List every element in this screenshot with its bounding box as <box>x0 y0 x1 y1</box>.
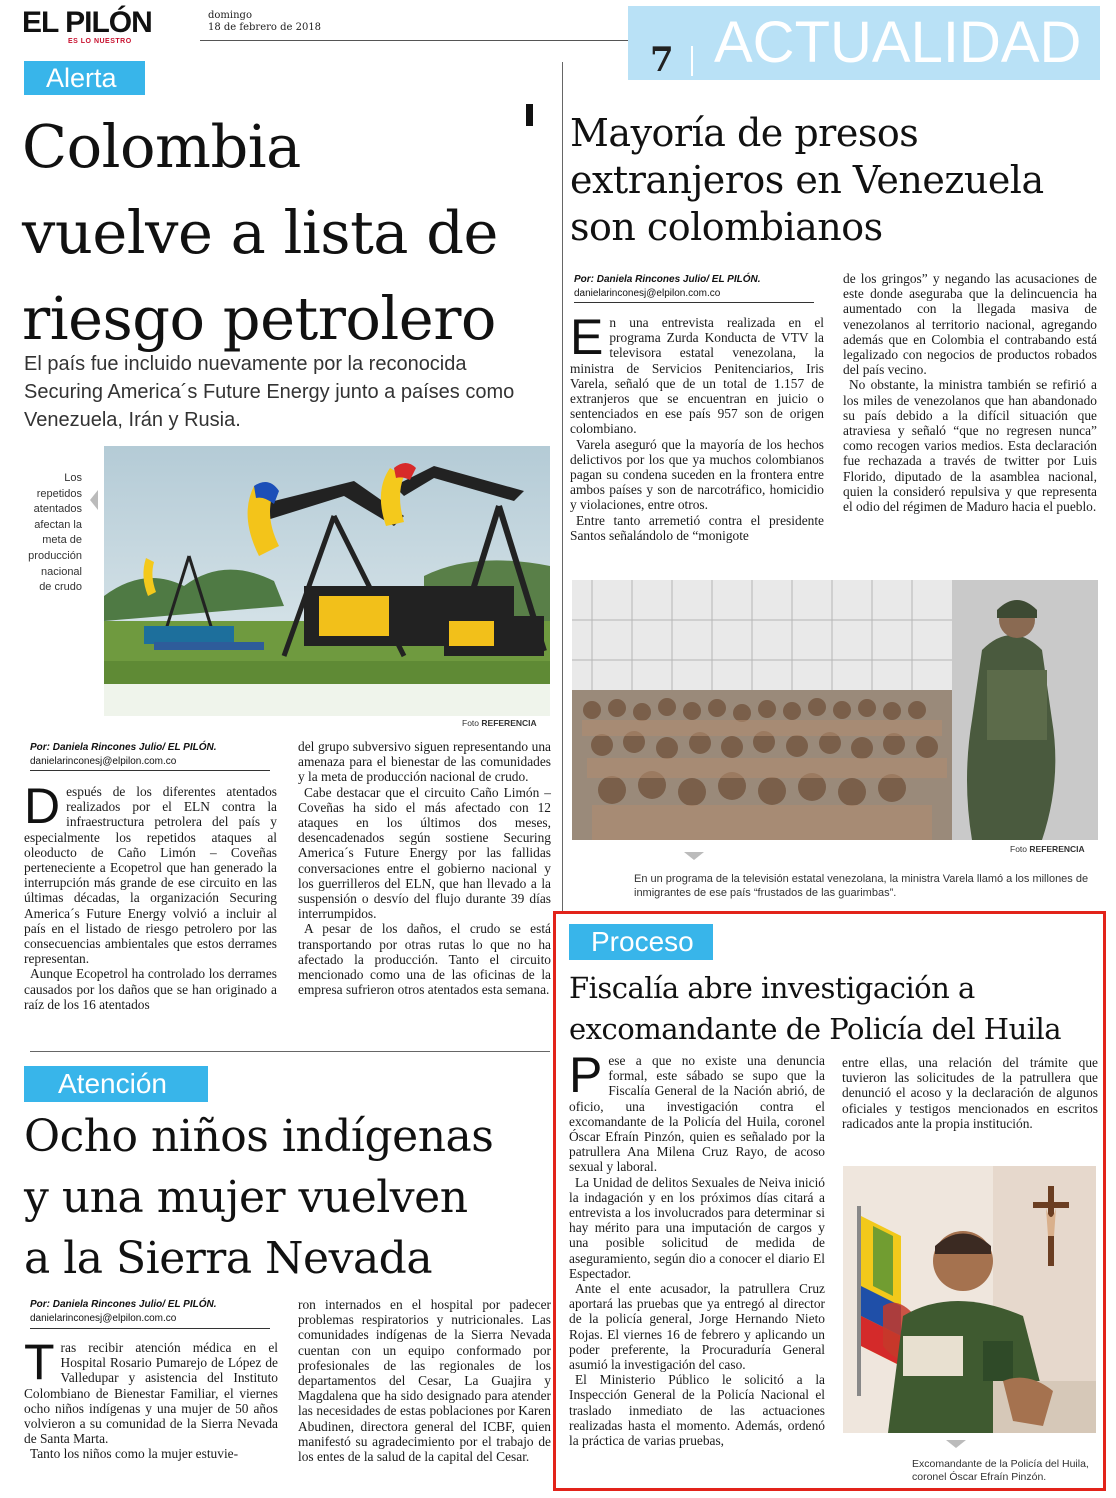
headline-line: Fiscalía abre investigación a <box>569 971 975 1005</box>
paragraph: A pesar de los daños, el crudo se está transportando por otras rutas lo que no ha afectado la producción. Tanto el circuito mencionado como una de las oficinas de la empresa sufrieron otros atentados esta semana. <box>298 921 551 998</box>
photo-credit-prisoners <box>1010 844 1085 854</box>
paragraph: Ante el ente acusador, la patrullera Cruz aportará las pruebas que ya entregó al director de la policía general, Jorge Hernando Nieto Rojas. El viernes 16 de febrero y aplicando un poder preferente, la Procuraduría General asumió la investigación del caso. <box>569 1281 825 1373</box>
kicker-proceso: Proceso <box>569 924 713 960</box>
paragraph: del grupo subversivo siguen representando una amenaza para el bienestar de las comunidades y la meta de producción nacional de crudo. <box>298 739 551 785</box>
credit-prefix: Foto <box>462 718 480 728</box>
caption-line: Excomandante de la Policía del Huila, <box>912 1458 1089 1470</box>
headline-line: Mayoría de presos <box>570 111 919 155</box>
photo-caption-oil <box>24 471 82 596</box>
kicker-alerta: Alerta <box>24 61 145 95</box>
caption-line: atentados <box>33 503 82 516</box>
prisoners-photo[interactable] <box>572 580 1098 840</box>
headline-line: extranjeros en Venezuela <box>570 158 1044 202</box>
byline-prisoners <box>574 273 814 301</box>
paragraph: ras recibir atención médica en el Hospital Rosario Pumarejo de López de Valledupar y asistencia del Instituto Colombiano de Bienestar Familiar, el viernes ocho niños indígenas y una mujer de 50 años volvieron a su comunidad de la Sierra Nevada de Santa Marta. <box>24 1340 278 1447</box>
paragraph: Aunque Ecopetrol ha controlado los derrames causados por los daños que se han originado a raíz de los 16 atentados <box>24 966 277 1012</box>
byline-email[interactable]: danielarinconesj@elpilon.com.co <box>574 288 721 299</box>
paragraph: Entre tanto arremetió contra el presidente Santos señalándolo de “monigote <box>570 512 824 543</box>
section-name: ACTUALIDAD <box>714 10 1082 75</box>
caption-line: meta de <box>42 534 82 547</box>
caption-line: Los <box>64 472 82 484</box>
deck-line: El país fue incluido nuevamente por la reconocida <box>24 353 467 375</box>
body-prisoners-col2 <box>843 271 1097 514</box>
newspaper-logo[interactable] <box>22 8 198 52</box>
body-children-col1 <box>24 1334 278 1462</box>
byline-rule <box>30 770 270 771</box>
byline-rule <box>574 302 814 303</box>
headline-line: a la Sierra Nevada <box>24 1233 433 1284</box>
paragraph: Tanto los niños como la mujer estuvie- <box>30 1446 239 1462</box>
body-fiscalia-col2 <box>842 1055 1098 1131</box>
headline-line: excomandante de Policía del Huila <box>569 1012 1062 1046</box>
byline-children <box>30 1298 270 1326</box>
column-divider <box>562 62 563 912</box>
headline-children[interactable] <box>24 1106 564 1289</box>
paragraph: Cabe destacar que el circuito Caño Limón – Coveñas ha sido el más afectado con 12 ataques en los últimos dos meses, desencadenados según sostiene Securing America´s Future Energy por las fallidas conversaciones entre el gobierno nacional y los guerrilleros del ELN, que han llevado a la suspensión o desvío del flujo durante 39 días interrumpidos. <box>298 784 551 922</box>
byline-rule <box>30 1328 270 1329</box>
body-oil-col1 <box>24 778 277 1012</box>
caption-pointer-icon <box>684 852 704 860</box>
headline-fiscalia[interactable] <box>569 968 1109 1050</box>
logo-tagline: ES LO NUESTRO <box>68 38 132 45</box>
credit-source: REFERENCIA <box>1029 844 1085 854</box>
paragraph: n una entrevista realizada en el programa Zurda Konducta de VTV la televisora estatal venezolana, la ministra de Servicios Penitenciarios, Iris Varela, señaló que de un total de 1.157 de extranjeros que se encuentran en juicio o sentenciados en ese país 957 son de origen colombiano. <box>570 315 824 437</box>
colonel-photo[interactable] <box>843 1166 1096 1433</box>
column-marker <box>526 104 533 126</box>
byline-email[interactable]: danielarinconesj@elpilon.com.co <box>30 1313 177 1324</box>
dropcap: T <box>24 1334 55 1390</box>
paragraph: ron internados en el hospital por padecer problemas respiratorios y nutricionales. Las comunidades indígenas de la Sierra Nevada cuentan con un equipo conformado por profesionales de las regionales de los departamentos del Cesar, La Guajira y Magdalena que ha sido designado para atender las necesidades de estas poblaciones por Karen Abudinen, directora general del ICBF, quien manifestó su agradecimiento por el trabajo de los entes de la salud de la capital del Cesar. <box>298 1297 551 1465</box>
section-separator <box>691 46 693 76</box>
headline-line: Ocho niños indígenas <box>24 1111 494 1162</box>
credit-source: REFERENCIA <box>481 718 537 728</box>
dropcap: D <box>24 778 61 834</box>
caption-line: repetidos <box>36 487 82 500</box>
headline-oil[interactable] <box>22 104 562 362</box>
headline-line: Colombia <box>22 112 301 181</box>
paragraph: de los gringos” y negando las acusaciones de este donde aseguraba que la delincuencia ha aumentado con la llegada masiva de venezolanos al territorio nacional, agregando además que en Colombia el contrabando está legalizado con negocios de productos robados del país vecino. <box>843 271 1097 378</box>
headline-line: vuelve a lista de <box>22 198 498 267</box>
caption-line: de crudo <box>39 581 82 594</box>
paragraph: La Unidad de delitos Sexuales de Neiva inició la indagación y en los próximos días citará a entrevista a los involucrados para determinar si hay mérito para una imputación de cargos y una posible solicitud de medida de aseguramiento, según dio a conocer el diario El Espectador. <box>569 1174 825 1281</box>
headline-line: son colombianos <box>570 205 883 249</box>
paragraph: El Ministerio Público le solicitó a la Inspección General de la Policía Nacional el traslado inmediato de las actuaciones realizadas hasta el momento. Además, ordenó la práctica de varias pruebas, <box>569 1372 825 1449</box>
page-number: 7 <box>650 40 674 80</box>
dateline-day: domingo <box>208 10 252 21</box>
byline-oil <box>30 741 270 769</box>
headline-line: riesgo petrolero <box>22 284 496 353</box>
caption-line: afectan la <box>34 518 82 531</box>
paragraph: Varela aseguró que la mayoría de los hechos delictivos por los que ya muchos colombianos pagan su condena suceden en la frontera entre ambos países y son de narcotráfico, homicidio y violaciones, entre otros. <box>570 436 824 513</box>
byline-author: Por: Daniela Rincones Julio/ EL PILÓN. <box>30 742 217 753</box>
deck-line: Venezuela, Irán y Rusia. <box>24 409 241 431</box>
caption-pointer-icon <box>90 490 98 510</box>
body-prisoners-col1 <box>570 309 824 543</box>
dateline-date: 18 de febrero de 2018 <box>208 22 322 33</box>
byline-email[interactable]: danielarinconesj@elpilon.com.co <box>30 756 177 767</box>
byline-author: Por: Daniela Rincones Julio/ EL PILÓN. <box>30 1299 217 1310</box>
kicker-atencion: Atención <box>24 1066 208 1102</box>
deck-line: Securing America´s Future Energy junto a países como <box>24 381 515 403</box>
caption-line: nacional <box>41 565 82 578</box>
logo-wordmark: EL PILÓN <box>22 6 152 39</box>
photo-caption-prisoners: En un programa de la televisión estatal venezolana, la ministra Varela llamó a los millones de inmigrantes de ese país “frustados de las guarimbas”. <box>634 873 1089 899</box>
dropcap: E <box>570 309 604 365</box>
photo-credit-oil <box>462 718 537 728</box>
credit-prefix: Foto <box>1010 844 1028 854</box>
caption-line: coronel Óscar Efraín Pinzón. <box>912 1471 1047 1483</box>
photo-caption-colonel <box>912 1458 1098 1484</box>
caption-line: producción <box>28 549 82 562</box>
paragraph: No obstante, la ministra también se refirió a los miles de venezolanos que han abandonado su país debido a la difícil situación que atraviesa y señaló “que no regresen nunca” como recogen varios medios. Esta declaración fue rechazada a través de twitter por Luis Florido, diputado de la asamblea nacional, quien la consideró repulsiva y que representa el odio del régimen de Maduro hacia el pueblo. <box>843 377 1097 515</box>
section-divider <box>30 1051 550 1052</box>
deck-oil <box>24 350 554 434</box>
caption-pointer-icon <box>946 1440 966 1448</box>
paragraph: ese a que no existe una denuncia formal, este sábado se supo que la Fiscalía General de la Nación abrió, de oficio, una investigación contra el excomandante de la Policía del Huila, coronel Óscar Efraín Pinzón, quien es señalado por la patrullera Ana Milena Cruz Rayo, de acoso sexual y laboral. <box>569 1053 825 1175</box>
body-fiscalia-col1 <box>569 1047 825 1449</box>
dateline <box>208 10 321 34</box>
paragraph: espués de los diferentes atentados realizados por el ELN contra la infraestructura petrolera del país y especialmente los repetidos ataques al oleoducto de Caño Limón – Coveñas perteneciente a Ecopetrol que han generado la interrupción más grande de ese circuito en las últimas décadas, la organización Securing America´s Future Energy volvió a incluir al país en el listado de riesgo petrolero por las consecuencias ambientales que estos derrames representan. <box>24 784 277 967</box>
byline-author: Por: Daniela Rincones Julio/ EL PILÓN. <box>574 274 761 285</box>
body-children-col2 <box>298 1297 551 1464</box>
dropcap: P <box>569 1047 603 1103</box>
masthead-rule <box>200 40 628 41</box>
paragraph: entre ellas, una relación del trámite que tuvieron las solicitudes de la patrullera que denunció el acoso y la declaración de algunos oficiales y testigos mencionados en escritos radicados ante la propia institución. <box>842 1055 1098 1131</box>
body-oil-col2 <box>298 739 551 997</box>
headline-line: y una mujer vuelven <box>24 1172 468 1223</box>
oil-pumpjacks-photo[interactable] <box>104 446 550 716</box>
headline-prisoners[interactable] <box>570 110 1110 251</box>
